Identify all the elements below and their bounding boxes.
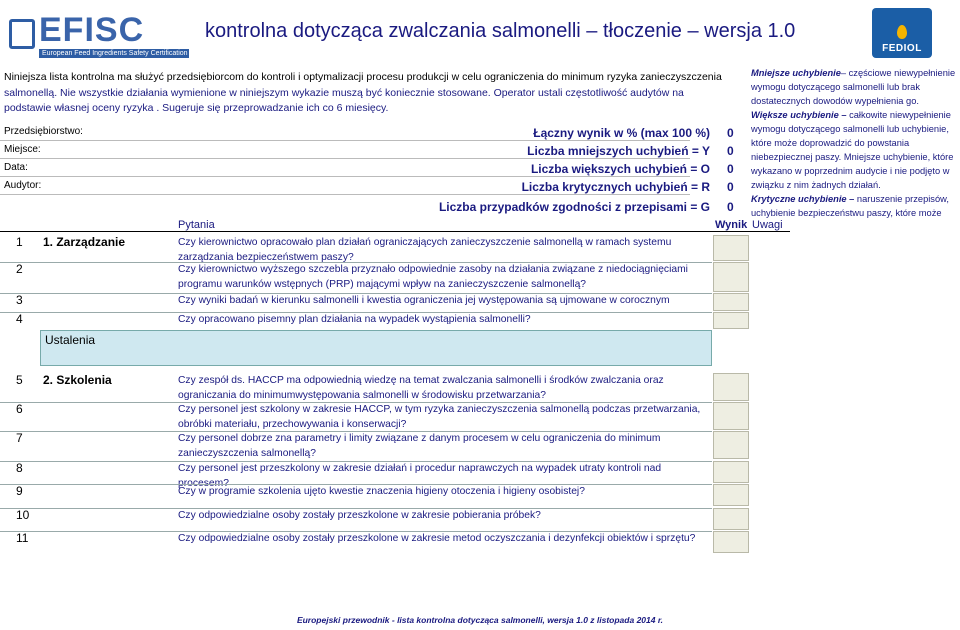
row-question: Czy personel jest przeszkolony w zakresie działań i procedur naprawczych na wypadek utraty kontroli nad procesem? (178, 463, 662, 489)
oil-drop-icon (897, 25, 907, 39)
efisc-logo-word: EFISC (39, 11, 145, 49)
row-question: Czy kierownictwo wyższego szczebla przyznało odpowiednie zasoby na działania związane z niedociągnięciami programu warunków wstępnych (PRP) mającymi wpływ na zanieczyszczenie salmonellą? (178, 264, 688, 290)
result-cell[interactable] (713, 262, 749, 292)
total-score-value: 0 (727, 126, 734, 140)
auditor-field-line[interactable] (0, 194, 690, 195)
column-header-questions: Pytania (178, 219, 215, 231)
minor-count-label: Liczba mniejszych uchybień = Y (527, 144, 710, 158)
result-cell[interactable] (713, 402, 749, 430)
row-question: Czy w programie szkolenia ujęto kwestie znaczenia higieny otoczenia i higieny osobistej? (178, 486, 585, 497)
row-number: 2 (16, 262, 23, 276)
major-count-label: Liczba większych uchybień = O (530, 162, 710, 176)
compliant-count-value: 0 (727, 200, 734, 214)
place-field-line[interactable] (0, 158, 690, 159)
row-number: 6 (16, 402, 23, 416)
section-management: 1. Zarządzanie (43, 235, 126, 249)
row-number: 5 (16, 373, 23, 387)
row-number: 1 (16, 235, 23, 249)
major-count-value: 0 (727, 162, 734, 176)
company-field-line[interactable] (0, 140, 690, 141)
compliant-count-label: Liczba przypadków zgodności z przepisami = G (438, 200, 710, 214)
critical-count-value: 0 (727, 180, 734, 194)
column-header-remarks: Uwagi (752, 219, 783, 231)
result-cell[interactable] (713, 431, 749, 459)
intro-line-1: Niniejsza lista kontrolna ma służyć przedsiębiorcom do kontroli i optymalizacji procesu produkcji w celu ograniczenia do minimum ryzyka zanieczyszczenia (4, 71, 722, 83)
row-number: 8 (16, 461, 23, 475)
intro-line-2: salmonellą. Nie wszystkie działania wymienione w niniejszym wykazie muszą być koniecznie stosowane. Operator ustali częstotliwość audytów na (4, 86, 684, 99)
findings-label: Ustalenia (45, 333, 96, 347)
major-term: Większe uchybienie – (751, 110, 847, 120)
findings-box[interactable] (40, 330, 712, 366)
efisc-logo-sub: European Feed Ingredients Safety Certification (39, 49, 189, 58)
company-field-label: Przedsiębiorstwo: (4, 126, 83, 137)
row-number: 9 (16, 484, 23, 498)
row-question: Czy zespół ds. HACCP ma odpowiednią wiedzę na temat zwalczania salmonelli i środków zwalczania oraz ograniczania do minimumwystępowania salmonelli w środowisku przetwarzania? (178, 375, 664, 401)
result-cell[interactable] (713, 293, 749, 311)
critical-text: naruszenie przepisów, uchybienie bezpieczeństwu paszy, które może (751, 194, 949, 218)
result-cell[interactable] (713, 235, 749, 261)
intro-text (4, 70, 724, 117)
fediol-logo (872, 8, 932, 58)
critical-count-label: Liczba krytycznych uchybień = R (521, 180, 710, 194)
page-footer: Europejski przewodnik - lista kontrolna dotycząca salmonelli, wersja 1.0 z listopada 2014 r. (296, 615, 664, 625)
section-training: 2. Szkolenia (43, 373, 112, 387)
result-cell[interactable] (713, 484, 749, 506)
row-question: Czy odpowiedzialne osoby zostały przeszkolone w zakresie pobierania próbek? (178, 510, 541, 521)
total-score-label: Łączny wynik w % (max 100 %) (533, 126, 710, 140)
document-title: kontrolna dotycząca zwalczania salmonelli – tłoczenie – wersja 1.0 (205, 20, 796, 42)
column-header-result: Wynik (715, 219, 748, 231)
result-cell[interactable] (713, 508, 749, 530)
intro-line-3: podstawie własnej oceny ryzyka . Sugeruje się przeprowadzanie ich co 6 miesięcy. (4, 102, 389, 114)
efisc-logo-mark-icon (9, 19, 35, 49)
row-question: Czy personel dobrze zna parametry i limity związane z danym procesem w celu ograniczenia do minimum zanieczyszczenia salmonellą? (178, 433, 661, 459)
row-number: 4 (16, 312, 23, 326)
table-header-divider (0, 231, 790, 232)
row-number: 10 (16, 508, 30, 522)
result-cell[interactable] (713, 461, 749, 483)
minor-term: Mniejsze uchybienie (751, 68, 841, 78)
row-question: Czy odpowiedzialne osoby zostały przeszkolone w zakresie metod oczyszczania i dezynfekcji obiektów i sprzętu? (178, 533, 696, 544)
row-number: 3 (16, 293, 23, 307)
minor-count-value: 0 (727, 144, 734, 158)
critical-term: Krytyczne uchybienie – (751, 194, 855, 204)
major-text: całkowite niewypełnienie wymogu dotyczącego salmonelli lub uchybienie, które może doprowadzić do powstania niebezpiecznej paszy. Mniejsze uchybienie, które wykazano w poprzednim audycie i nie podjęto w związku z nim żadnych działań. (751, 110, 954, 190)
result-cell[interactable] (713, 373, 749, 401)
row-question: Czy personel jest szkolony w zakresie HACCP, w tym ryzyka zanieczyszczenia salmonellą podczas przetwarzania, obróbki materiału, przechowywania i konserwacji? (178, 404, 701, 430)
date-field-line[interactable] (0, 176, 690, 177)
auditor-field-label: Audytor: (4, 180, 42, 191)
definitions-panel (751, 66, 956, 220)
row-number: 11 (16, 531, 29, 545)
date-field-label: Data: (4, 162, 28, 173)
fediol-logo-text: FEDIOL (882, 43, 922, 54)
result-cell[interactable] (713, 531, 749, 553)
row-question: Czy opracowano pisemny plan działania na wypadek wystąpienia salmonelli? (178, 314, 531, 325)
row-number: 7 (16, 431, 23, 445)
row-question: Czy wyniki badań w kierunku salmonelli i kwestia ograniczenia jej występowania są ujmowane w corocznym (178, 295, 670, 306)
minor-text: – częściowe niewypełnienie wymogu dotyczącego salmonelli lub brak dostatecznych dowodów wypełnienia go. (751, 68, 956, 106)
efisc-logo (3, 12, 200, 58)
result-cell[interactable] (713, 312, 749, 329)
place-field-label: Miejsce: (4, 144, 41, 155)
row-question: Czy kierownictwo opracowało plan działań ograniczających zanieczyszczenie salmonellą w ramach systemu zarządzania bezpieczeństwem paszy? (178, 237, 672, 263)
